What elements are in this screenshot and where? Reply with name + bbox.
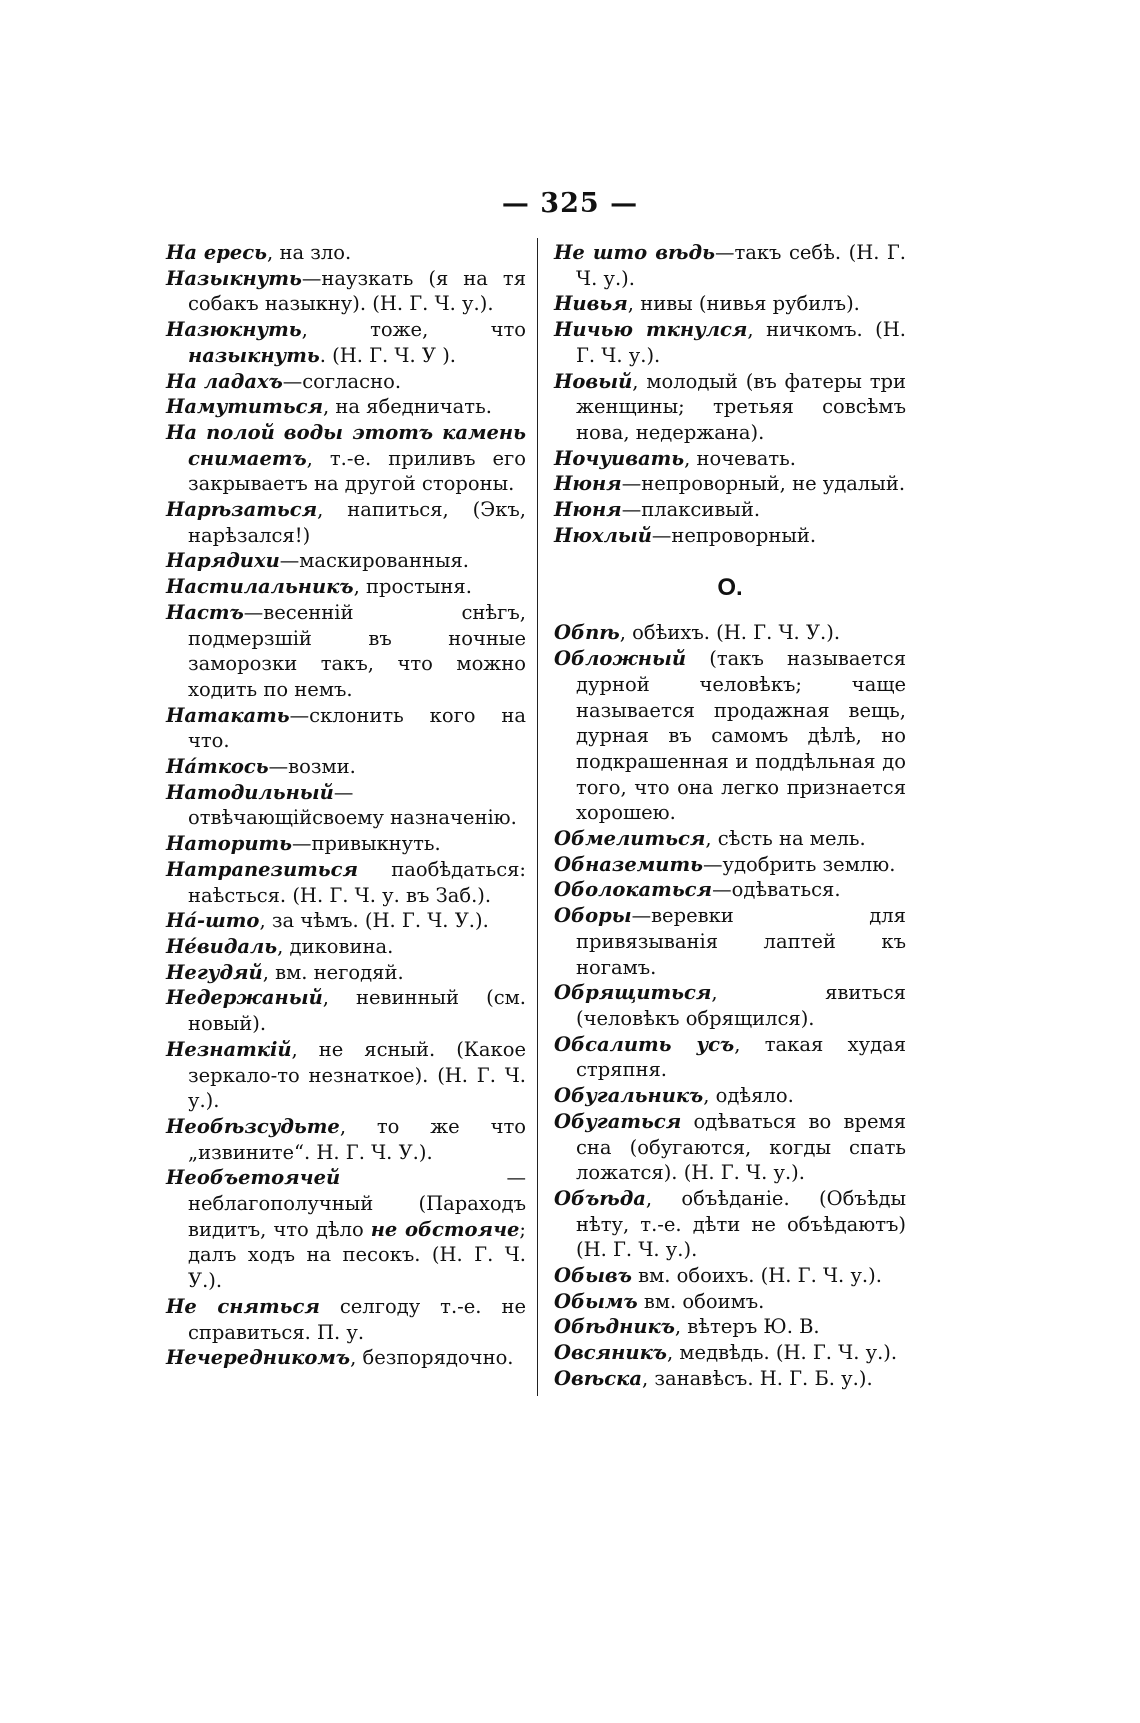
entry-headword: Не сняться [166,1294,320,1318]
dictionary-entry [166,600,526,703]
entry-headword: Натодильный [166,780,334,804]
dictionary-entry [554,291,906,317]
entry-definition: , за чѣмъ. (Н. Г. Ч. У.). [259,909,489,933]
entry-headword: Не́видаль [166,934,278,958]
entry-headword: Обсалить усъ [554,1032,735,1056]
entry-definition: , простыня. [353,575,472,599]
entry-headword: Необѣзсудьте [166,1114,340,1138]
entry-headword: Овѣска [554,1366,642,1390]
entry-headword: Обмелиться [554,827,706,851]
entry-headword: Обназемить [554,852,703,876]
dictionary-entry [166,908,526,934]
right-column [554,240,906,1392]
dictionary-entry [554,877,906,903]
entry-headword: Обугаться [554,1109,682,1133]
dictionary-entry [554,1314,906,1340]
entry-headword: Нюня [554,498,622,522]
entry-headword: На ересь [166,241,268,264]
entry-definition: —склонить кого на что. [188,703,526,753]
entry-definition: , явиться (человѣкъ обрящился). [576,981,906,1030]
entry-definition: вм. обоихъ. (Н. Г. Ч. у.). [631,1264,882,1288]
entry-definition: —возми. [268,755,356,779]
entry-headword: Натрапезиться [166,857,359,881]
left-column [166,240,526,1371]
entry-definition: , тоже, что [301,318,526,342]
entry-headword: Обымъ [554,1289,638,1313]
entry-definition: , такая худая стряпня. [576,1032,907,1082]
entry-definition: паобѣдаться: наѣсться. (Н. Г. Ч. у. въ Заб.). [188,857,526,907]
entry-headword: На ладахъ [166,369,283,393]
dictionary-entry [554,1340,906,1366]
entry-headword: Оболокаться [554,878,713,902]
entry-definition: , вѣтеръ Ю. В. [674,1315,820,1339]
entry-headword: На полой воды этотъ камень снимаетъ [166,420,526,470]
dictionary-entry [554,620,906,646]
entry-headword: На́-што [166,909,260,933]
right-column-bottom-entries [554,620,906,1391]
dictionary-entry [166,548,526,574]
dictionary-entry [166,1345,526,1371]
entry-definition: , т.-е. приливъ его закрываетъ на другой стороны. [188,446,526,496]
dictionary-entry [166,420,526,497]
entry-definition: селгоду т.-е. не справиться. П. у. [188,1294,526,1344]
entry-headword: Нюхлый [554,523,652,547]
entry-headword: Не што вѣдь [554,241,715,264]
dictionary-entry [554,317,906,368]
entry-definition: одѣваться во время сна (обугаются, когды спать ложатся). (Н. Г. Ч. у.). [576,1109,906,1185]
dictionary-entry [166,754,526,780]
entry-headword: Новый [554,369,633,393]
entry-headword: Обпѣ [554,621,620,645]
entry-definition: — неблагополучный (Параходъ видитъ, что дѣло [188,1166,526,1241]
entry-headword: Настъ [166,600,244,624]
entry-italic-term: назыкнуть [188,343,320,367]
dictionary-entry [166,985,526,1036]
entry-definition: , на зло. [267,241,352,264]
entry-definition: —такъ себѣ. (Н. Г. Ч. у.). [576,241,906,290]
dictionary-entry [166,703,526,754]
dictionary-entry [166,497,526,548]
entry-headword: Незнаткій [166,1037,292,1061]
entry-definition: , занавѣсъ. Н. Г. Б. у.). [641,1366,873,1390]
entry-headword: Обѣдникъ [554,1315,675,1339]
entry-definition: , то же что „извините“. Н. Г. Ч. У.). [188,1114,526,1164]
entry-definition: , ночевать. [684,446,796,470]
entry-headword: Натакать [166,703,290,727]
entry-headword: Обрящиться [554,981,712,1005]
entry-definition: —плаксивый. [621,498,761,522]
section-letter: О. [717,574,743,602]
entry-headword: Недержаный [166,986,323,1010]
dictionary-entry [166,1294,526,1345]
entry-italic-term: не обстояче [370,1217,520,1241]
dictionary-entry [554,1109,906,1186]
dictionary-entry [554,1032,906,1083]
entry-definition: —отвѣчающійсвоему назначенію. [188,780,517,830]
dictionary-entry [166,831,526,857]
dictionary-entry [166,394,526,420]
dictionary-entry [554,1186,906,1263]
entry-definition: , не ясный. (Какое зеркало-то незнаткое). (Н. Г. Ч. у.). [188,1037,526,1113]
dictionary-entry [166,1037,526,1114]
dictionary-entry [554,1366,906,1392]
entry-headword: Овсяникъ [554,1341,667,1365]
entry-definition: , одѣяло. [703,1084,794,1108]
entry-headword: Обложный [554,647,687,671]
entry-definition: ; далъ ходъ на песокъ. (Н. Г. Ч. У.). [188,1217,526,1293]
entry-definition: , безпорядочно. [350,1346,514,1370]
dictionary-entry [166,780,526,831]
dictionary-entry [554,471,906,497]
entry-headword: Настилальникъ [166,575,354,599]
dictionary-entry [554,1289,906,1315]
column-divider [537,238,538,1396]
entry-headword: Обывъ [554,1264,632,1288]
entry-headword: Нивья [554,292,628,316]
dictionary-entry [554,1263,906,1289]
dictionary-entry [554,523,906,549]
entry-definition: , невинный (см. новый). [188,986,526,1036]
entry-headword: Намутиться [166,395,323,419]
dictionary-entry [554,826,906,852]
entry-definition: —привыкнуть. [292,832,441,856]
entry-definition: , объѣданіе. (Объѣды нѣту, т.-е. дѣти не объѣдаютъ) (Н. Г. Ч. у.). [576,1186,906,1262]
dictionary-entry [166,857,526,908]
entry-definition: , молодый (въ фатеры три женщины; третьяя совсѣмъ нова, недержана). [576,369,906,444]
dictionary-entry [554,446,906,472]
dictionary-entry [554,852,906,878]
entry-definition: —удобрить землю. [702,852,896,876]
entry-definition: , медвѣдь. (Н. Г. Ч. у.). [666,1341,898,1365]
entry-headword: Нюня [554,472,622,496]
entry-definition: , диковина. [277,934,394,958]
dictionary-entry [554,240,906,291]
dictionary-entry [166,1114,526,1165]
entry-definition: , сѣсть на мель. [705,827,866,851]
dictionary-entry [166,934,526,960]
entry-definition: —веревки для привязыванія лаптей къ ногамъ. [576,904,906,979]
entry-definition: —непроворный, не удалый. [621,472,906,496]
entry-headword: Объѣда [554,1186,646,1210]
entry-headword: Негудяй [166,960,263,984]
entry-definition: . (Н. Г. Ч. У ). [319,343,456,367]
entry-definition: , нивы (нивья рубилъ). [627,292,860,316]
entry-definition: —согласно. [282,369,402,393]
entry-definition: —одѣваться. [712,878,841,902]
right-column-top-entries [554,240,906,548]
entry-headword: Оборы [554,904,632,928]
entry-headword: Наторить [166,832,293,856]
dictionary-entry [554,369,906,446]
entry-definition: , напиться, (Экъ, нарѣзался!) [188,498,526,547]
entry-definition: , вм. негодяй. [262,960,404,984]
dictionary-entry [554,497,906,523]
entry-definition: —непроворный. [651,523,817,547]
dictionary-entry [166,266,526,317]
entry-headword: Необъетоячей [166,1166,341,1190]
entry-headword: Нарѣзаться [166,498,318,522]
entry-headword: Обугальникъ [554,1084,704,1108]
entry-definition: —маскированныя. [279,549,470,573]
entry-headword: Ночуивать [554,446,685,470]
entry-definition: , на ябедничать. [322,395,492,419]
dictionary-entry [166,960,526,986]
dictionary-entry [166,369,526,395]
page-number: — 325 — [501,188,639,219]
entry-headword: Ничью ткнулся [554,318,748,342]
entry-definition: —наузкать (я на тя собакъ назыкну). (Н. Г. Ч. у.). [188,266,526,316]
dictionary-entry [166,574,526,600]
dictionary-entry [554,1083,906,1109]
entry-headword: Нечередникомъ [166,1346,351,1370]
entry-headword: Назыкнуть [166,266,302,290]
dictionary-entry [166,317,526,368]
entry-headword: На́ткось [166,755,269,779]
dictionary-entry [554,903,906,980]
dictionary-entry [554,646,906,826]
entry-headword: Нарядихи [166,549,280,573]
entry-headword: Назюкнуть [166,318,302,342]
dictionary-entry [166,240,526,266]
entry-definition: —весенній снѣгъ, подмерзшій въ ночные заморозки такъ, что можно ходить по немъ. [188,600,526,701]
dictionary-entry [166,1165,526,1294]
entry-definition: , ничкомъ. (Н. Г. Ч. у.). [576,318,906,367]
entry-definition: , обѣихъ. (Н. Г. Ч. У.). [619,621,841,645]
entry-definition: (такъ называется дурной человѣкъ; чаще называется продажная вещь, дурная въ самомъ дѣлѣ, но подкрашенная и поддѣльная до того, что она легко признается хорошею. [576,647,906,825]
entry-definition: вм. обоимъ. [637,1289,765,1313]
dictionary-entry [554,980,906,1031]
